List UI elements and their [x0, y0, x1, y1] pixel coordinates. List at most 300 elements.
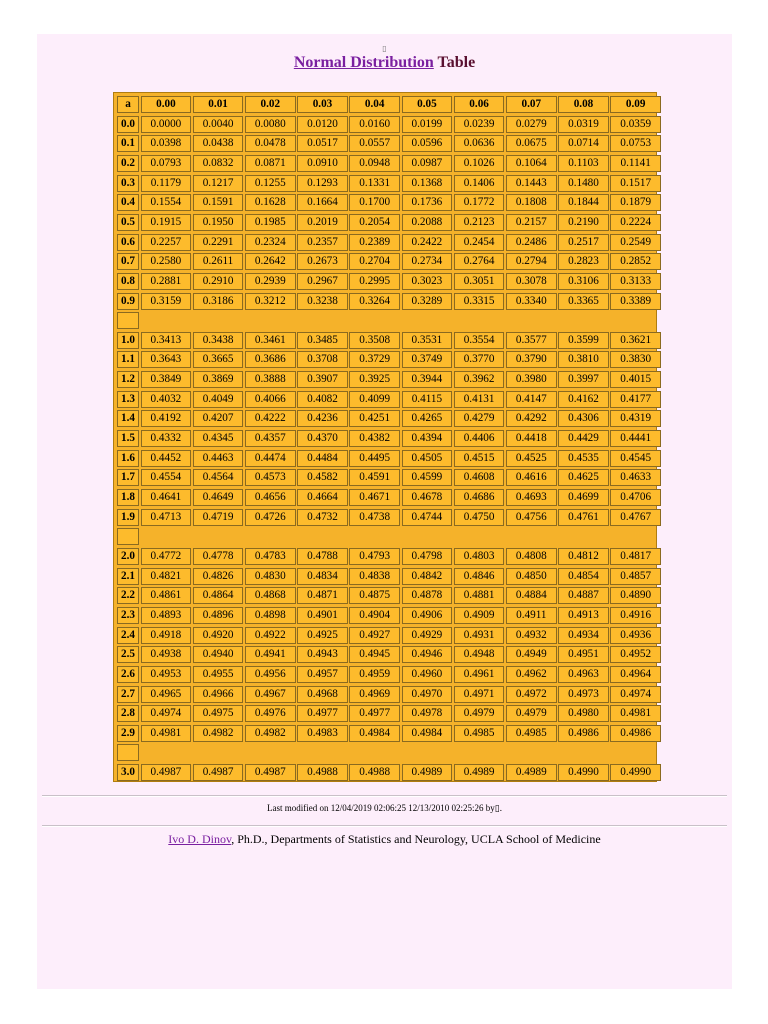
- table-cell: 0.4082: [297, 391, 348, 408]
- table-cell: 0.0910: [297, 155, 348, 172]
- table-cell: 0.4981: [141, 725, 192, 742]
- table-cell: 0.4898: [245, 607, 296, 624]
- table-cell: 0.0636: [454, 135, 505, 152]
- table-cell: 0.3438: [193, 332, 244, 349]
- table-cell: 0.4972: [506, 686, 557, 703]
- table-cell: 0.4812: [558, 548, 609, 565]
- table-cell: 0.4989: [506, 764, 557, 781]
- table-cell: 0.3554: [454, 332, 505, 349]
- row-label: 0.4: [117, 194, 139, 211]
- table-cell: 0.3686: [245, 351, 296, 368]
- table-cell: 0.4625: [558, 469, 609, 486]
- table-cell: 0.2939: [245, 273, 296, 290]
- table-cell: 0.3599: [558, 332, 609, 349]
- table-cell: 0.0675: [506, 135, 557, 152]
- row-label: 2.5: [117, 646, 139, 663]
- table-cell: 0.4474: [245, 450, 296, 467]
- table-cell: 0.4732: [297, 509, 348, 526]
- table-cell: 0.4633: [610, 469, 661, 486]
- table-cell: 0.4382: [349, 430, 400, 447]
- row-label: 2.3: [117, 607, 139, 624]
- table-cell: 0.4979: [506, 705, 557, 722]
- row-label: 2.2: [117, 587, 139, 604]
- table-cell: 0.4545: [610, 450, 661, 467]
- table-cell: 0.0239: [454, 116, 505, 133]
- table-cell: 0.4306: [558, 410, 609, 427]
- row-label: 0.5: [117, 214, 139, 231]
- table-cell: 0.2019: [297, 214, 348, 231]
- row-label: 0.9: [117, 293, 139, 310]
- table-cell: 0.0517: [297, 135, 348, 152]
- table-cell: 0.0160: [349, 116, 400, 133]
- table-cell: 0.4032: [141, 391, 192, 408]
- table-cell: 0.3643: [141, 351, 192, 368]
- table-cell: 0.4616: [506, 469, 557, 486]
- row-label: 2.0: [117, 548, 139, 565]
- table-cell: 0.4738: [349, 509, 400, 526]
- table-cell: 0.0319: [558, 116, 609, 133]
- table-cell: 0.4932: [506, 627, 557, 644]
- table-cell: 0.4940: [193, 646, 244, 663]
- table-cell: 0.4699: [558, 489, 609, 506]
- table-cell: 0.0080: [245, 116, 296, 133]
- table-cell: 0.4966: [193, 686, 244, 703]
- table-cell: 0.4927: [349, 627, 400, 644]
- table-cell: 0.0478: [245, 135, 296, 152]
- table-cell: 0.4960: [402, 666, 453, 683]
- table-cell: 0.2357: [297, 234, 348, 251]
- table-cell: 0.4744: [402, 509, 453, 526]
- table-cell: 0.2422: [402, 234, 453, 251]
- table-cell: 0.4979: [454, 705, 505, 722]
- table-cell: 0.3078: [506, 273, 557, 290]
- row-label: 2.4: [117, 627, 139, 644]
- row-label: 1.3: [117, 391, 139, 408]
- row-label: 2.1: [117, 568, 139, 585]
- table-cell: 0.4370: [297, 430, 348, 447]
- table-cell: 0.4564: [193, 469, 244, 486]
- table-cell: 0.4713: [141, 509, 192, 526]
- table-cell: 0.2257: [141, 234, 192, 251]
- table-cell: 0.3413: [141, 332, 192, 349]
- table-cell: 0.4976: [245, 705, 296, 722]
- table-cell: 0.4896: [193, 607, 244, 624]
- table-cell: 0.1985: [245, 214, 296, 231]
- column-header: 0.07: [506, 96, 557, 113]
- table-cell: 0.1628: [245, 194, 296, 211]
- table-cell: 0.3485: [297, 332, 348, 349]
- table-cell: 0.4357: [245, 430, 296, 447]
- table-cell: 0.4788: [297, 548, 348, 565]
- table-cell: 0.0832: [193, 155, 244, 172]
- table-cell: 0.4854: [558, 568, 609, 585]
- table-cell: 0.4599: [402, 469, 453, 486]
- row-label: 1.4: [117, 410, 139, 427]
- table-cell: 0.4319: [610, 410, 661, 427]
- table-cell: 0.4978: [402, 705, 453, 722]
- table-cell: 0.4988: [349, 764, 400, 781]
- row-label: 1.9: [117, 509, 139, 526]
- table-cell: 0.2794: [506, 253, 557, 270]
- table-cell: 0.0000: [141, 116, 192, 133]
- table-cell: 0.4949: [506, 646, 557, 663]
- table-cell: 0.4850: [506, 568, 557, 585]
- table-cell: 0.4987: [193, 764, 244, 781]
- table-cell: 0.4864: [193, 587, 244, 604]
- table-cell: 0.0596: [402, 135, 453, 152]
- table-cell: 0.3212: [245, 293, 296, 310]
- table-cell: 0.2704: [349, 253, 400, 270]
- table-cell: 0.4207: [193, 410, 244, 427]
- table-cell: 0.4857: [610, 568, 661, 585]
- table-cell: 0.4952: [610, 646, 661, 663]
- table-cell: 0.2549: [610, 234, 661, 251]
- table-cell: 0.2910: [193, 273, 244, 290]
- table-cell: 0.4964: [610, 666, 661, 683]
- table-cell: 0.4936: [610, 627, 661, 644]
- page-background: [37, 34, 732, 989]
- table-cell: 0.4821: [141, 568, 192, 585]
- table-cell: 0.4948: [454, 646, 505, 663]
- normal-distribution-table: [113, 92, 657, 782]
- column-header: 0.01: [193, 96, 244, 113]
- table-cell: 0.4222: [245, 410, 296, 427]
- table-cell: 0.4115: [402, 391, 453, 408]
- normal-distribution-link[interactable]: Normal Distribution: [293, 54, 434, 71]
- table-cell: 0.2995: [349, 273, 400, 290]
- table-cell: 0.4967: [245, 686, 296, 703]
- table-cell: 0.4973: [558, 686, 609, 703]
- table-cell: 0.3461: [245, 332, 296, 349]
- table-cell: 0.2580: [141, 253, 192, 270]
- table-cell: 0.4989: [402, 764, 453, 781]
- table-cell: 0.1368: [402, 175, 453, 192]
- table-cell: 0.3365: [558, 293, 609, 310]
- table-cell: 0.4756: [506, 509, 557, 526]
- table-cell: 0.1844: [558, 194, 609, 211]
- table-cell: 0.2517: [558, 234, 609, 251]
- table-cell: 0.4162: [558, 391, 609, 408]
- table-cell: 0.2734: [402, 253, 453, 270]
- table-cell: 0.4975: [193, 705, 244, 722]
- table-cell: 0.4582: [297, 469, 348, 486]
- row-label: 3.0: [117, 764, 139, 781]
- table-cell: 0.4961: [454, 666, 505, 683]
- table-cell: 0.3869: [193, 371, 244, 388]
- table-cell: 0.4922: [245, 627, 296, 644]
- page-title-rest: Table: [433, 54, 476, 71]
- table-cell: 0.4956: [245, 666, 296, 683]
- table-cell: 0.4982: [245, 725, 296, 742]
- table-cell: 0.1664: [297, 194, 348, 211]
- table-cell: 0.4868: [245, 587, 296, 604]
- table-cell: 0.4906: [402, 607, 453, 624]
- table-cell: 0.0793: [141, 155, 192, 172]
- table-cell: 0.4767: [610, 509, 661, 526]
- table-cell: 0.0438: [193, 135, 244, 152]
- table-cell: 0.2454: [454, 234, 505, 251]
- table-cell: 0.4591: [349, 469, 400, 486]
- table-cell: 0.1064: [506, 155, 557, 172]
- column-header: 0.09: [610, 96, 661, 113]
- table-cell: 0.3340: [506, 293, 557, 310]
- table-cell: 0.1443: [506, 175, 557, 192]
- table-cell: 0.4957: [297, 666, 348, 683]
- table-cell: 0.4236: [297, 410, 348, 427]
- table-cell: 0.1406: [454, 175, 505, 192]
- table-cell: 0.4938: [141, 646, 192, 663]
- table-cell: 0.1950: [193, 214, 244, 231]
- row-label: 2.8: [117, 705, 139, 722]
- table-cell: 0.1179: [141, 175, 192, 192]
- table-cell: 0.2673: [297, 253, 348, 270]
- table-cell: 0.1554: [141, 194, 192, 211]
- row-label: 0.3: [117, 175, 139, 192]
- table-cell: 0.2852: [610, 253, 661, 270]
- table-cell: 0.2389: [349, 234, 400, 251]
- table-cell: 0.4608: [454, 469, 505, 486]
- separator-cell: [117, 528, 139, 545]
- table-cell: 0.4251: [349, 410, 400, 427]
- broken-image-icon: ▯: [382, 44, 387, 53]
- table-cell: 0.4911: [506, 607, 557, 624]
- table-cell: 0.1103: [558, 155, 609, 172]
- table-cell: 0.4984: [402, 725, 453, 742]
- table-cell: 0.4726: [245, 509, 296, 526]
- table-cell: 0.4987: [141, 764, 192, 781]
- table-cell: 0.1736: [402, 194, 453, 211]
- table-cell: 0.2823: [558, 253, 609, 270]
- table-cell: 0.3997: [558, 371, 609, 388]
- table-cell: 0.0398: [141, 135, 192, 152]
- table-cell: 0.0120: [297, 116, 348, 133]
- table-cell: 0.1700: [349, 194, 400, 211]
- table-cell: 0.4904: [349, 607, 400, 624]
- table-cell: 0.4015: [610, 371, 661, 388]
- table-cell: 0.4980: [558, 705, 609, 722]
- table-cell: 0.4971: [454, 686, 505, 703]
- table-cell: 0.3186: [193, 293, 244, 310]
- table-cell: 0.4918: [141, 627, 192, 644]
- table-cell: 0.4495: [349, 450, 400, 467]
- table-cell: 0.4452: [141, 450, 192, 467]
- table-cell: 0.4913: [558, 607, 609, 624]
- table-cell: 0.4987: [245, 764, 296, 781]
- separator-cell: [117, 312, 139, 329]
- table-cell: 0.4463: [193, 450, 244, 467]
- table-cell: 0.4929: [402, 627, 453, 644]
- table-cell: 0.3051: [454, 273, 505, 290]
- table-cell: 0.0557: [349, 135, 400, 152]
- table-cell: 0.2486: [506, 234, 557, 251]
- row-label: 0.6: [117, 234, 139, 251]
- table-cell: 0.4719: [193, 509, 244, 526]
- table-cell: 0.0199: [402, 116, 453, 133]
- table-cell: 0.2764: [454, 253, 505, 270]
- table-cell: 0.2123: [454, 214, 505, 231]
- table-cell: 0.4830: [245, 568, 296, 585]
- table-cell: 0.4772: [141, 548, 192, 565]
- table-cell: 0.4147: [506, 391, 557, 408]
- table-cell: 0.4955: [193, 666, 244, 683]
- table-cell: 0.3907: [297, 371, 348, 388]
- table-cell: 0.4959: [349, 666, 400, 683]
- table-cell: 0.4986: [558, 725, 609, 742]
- table-cell: 0.4875: [349, 587, 400, 604]
- table-cell: 0.4916: [610, 607, 661, 624]
- row-label: 1.5: [117, 430, 139, 447]
- table-cell: 0.3810: [558, 351, 609, 368]
- table-cell: 0.4861: [141, 587, 192, 604]
- table-cell: 0.2054: [349, 214, 400, 231]
- table-cell: 0.4974: [610, 686, 661, 703]
- table-cell: 0.4798: [402, 548, 453, 565]
- column-header: 0.08: [558, 96, 609, 113]
- table-cell: 0.3577: [506, 332, 557, 349]
- table-cell: 0.2611: [193, 253, 244, 270]
- row-label: 2.6: [117, 666, 139, 683]
- table-cell: 0.2088: [402, 214, 453, 231]
- table-cell: 0.3133: [610, 273, 661, 290]
- table-cell: 0.4909: [454, 607, 505, 624]
- table-cell: 0.3944: [402, 371, 453, 388]
- row-label: 0.0: [117, 116, 139, 133]
- table-cell: 0.4945: [349, 646, 400, 663]
- table-cell: 0.3849: [141, 371, 192, 388]
- table-cell: 0.4573: [245, 469, 296, 486]
- table-cell: 0.1026: [454, 155, 505, 172]
- table-cell: 0.3289: [402, 293, 453, 310]
- table-cell: 0.4049: [193, 391, 244, 408]
- table-cell: 0.4441: [610, 430, 661, 447]
- table-cell: 0.3962: [454, 371, 505, 388]
- table-cell: 0.4890: [610, 587, 661, 604]
- table-cell: 0.0871: [245, 155, 296, 172]
- table-cell: 0.0279: [506, 116, 557, 133]
- table-cell: 0.0987: [402, 155, 453, 172]
- table-cell: 0.4842: [402, 568, 453, 585]
- table-cell: 0.4783: [245, 548, 296, 565]
- table-cell: 0.4946: [402, 646, 453, 663]
- column-header: 0.00: [141, 96, 192, 113]
- table-cell: 0.4345: [193, 430, 244, 447]
- table-cell: 0.4974: [141, 705, 192, 722]
- table-cell: 0.4951: [558, 646, 609, 663]
- table-cell: 0.3238: [297, 293, 348, 310]
- table-cell: 0.3389: [610, 293, 661, 310]
- row-label: 2.7: [117, 686, 139, 703]
- table-cell: 0.2157: [506, 214, 557, 231]
- table-cell: 0.4418: [506, 430, 557, 447]
- table-cell: 0.3264: [349, 293, 400, 310]
- table-cell: 0.4066: [245, 391, 296, 408]
- table-cell: 0.3315: [454, 293, 505, 310]
- table-cell: 0.4649: [193, 489, 244, 506]
- table-cell: 0.4871: [297, 587, 348, 604]
- divider-bottom: [42, 825, 727, 827]
- table-cell: 0.4505: [402, 450, 453, 467]
- table-cell: 0.4656: [245, 489, 296, 506]
- table-cell: 0.4817: [610, 548, 661, 565]
- table-cell: 0.3925: [349, 371, 400, 388]
- row-label: 0.7: [117, 253, 139, 270]
- row-label: 1.7: [117, 469, 139, 486]
- table-cell: 0.4515: [454, 450, 505, 467]
- table-cell: 0.4838: [349, 568, 400, 585]
- table-cell: 0.4986: [610, 725, 661, 742]
- table-cell: 0.1517: [610, 175, 661, 192]
- table-cell: 0.4554: [141, 469, 192, 486]
- table-cell: 0.3665: [193, 351, 244, 368]
- table-cell: 0.1772: [454, 194, 505, 211]
- table-corner-cell: a: [117, 96, 139, 113]
- table-cell: 0.4920: [193, 627, 244, 644]
- table-cell: 0.2190: [558, 214, 609, 231]
- table-cell: 0.3770: [454, 351, 505, 368]
- table-cell: 0.4925: [297, 627, 348, 644]
- table-cell: 0.3159: [141, 293, 192, 310]
- row-label: 0.2: [117, 155, 139, 172]
- table-cell: 0.4985: [454, 725, 505, 742]
- column-header: 0.05: [402, 96, 453, 113]
- divider-top: [42, 795, 727, 797]
- table-cell: 0.4983: [297, 725, 348, 742]
- column-header: 0.06: [454, 96, 505, 113]
- table-cell: 0.1331: [349, 175, 400, 192]
- table-cell: 0.4977: [297, 705, 348, 722]
- table-cell: 0.1915: [141, 214, 192, 231]
- table-cell: 0.1480: [558, 175, 609, 192]
- last-modified: [37, 803, 732, 814]
- row-label: 1.1: [117, 351, 139, 368]
- author-link[interactable]: Ivo D. Dinov: [168, 832, 232, 846]
- table-cell: 0.4279: [454, 410, 505, 427]
- table-cell: 0.4834: [297, 568, 348, 585]
- table-cell: 0.4990: [558, 764, 609, 781]
- table-cell: 0.1141: [610, 155, 661, 172]
- table-cell: 0.4826: [193, 568, 244, 585]
- table-cell: 0.4881: [454, 587, 505, 604]
- table-cell: 0.4931: [454, 627, 505, 644]
- table-cell: 0.4941: [245, 646, 296, 663]
- table-cell: 0.4878: [402, 587, 453, 604]
- separator-cell: [117, 744, 139, 761]
- author-line: [37, 832, 732, 847]
- table-cell: 0.4265: [402, 410, 453, 427]
- table-cell: 0.4099: [349, 391, 400, 408]
- table-cell: 0.4664: [297, 489, 348, 506]
- table-cell: 0.3106: [558, 273, 609, 290]
- table-cell: 0.4686: [454, 489, 505, 506]
- table-cell: 0.0040: [193, 116, 244, 133]
- table-cell: 0.3749: [402, 351, 453, 368]
- table-cell: 0.4884: [506, 587, 557, 604]
- table-cell: 0.2324: [245, 234, 296, 251]
- table-cell: 0.2291: [193, 234, 244, 251]
- table-cell: 0.4192: [141, 410, 192, 427]
- table-cell: 0.4970: [402, 686, 453, 703]
- table-cell: 0.1293: [297, 175, 348, 192]
- table-cell: 0.4989: [454, 764, 505, 781]
- table-cell: 0.3729: [349, 351, 400, 368]
- table-cell: 0.4177: [610, 391, 661, 408]
- column-header: 0.04: [349, 96, 400, 113]
- row-label: 1.0: [117, 332, 139, 349]
- table-cell: 0.4525: [506, 450, 557, 467]
- table-cell: 0.4982: [193, 725, 244, 742]
- table-cell: 0.3830: [610, 351, 661, 368]
- table-cell: 0.4131: [454, 391, 505, 408]
